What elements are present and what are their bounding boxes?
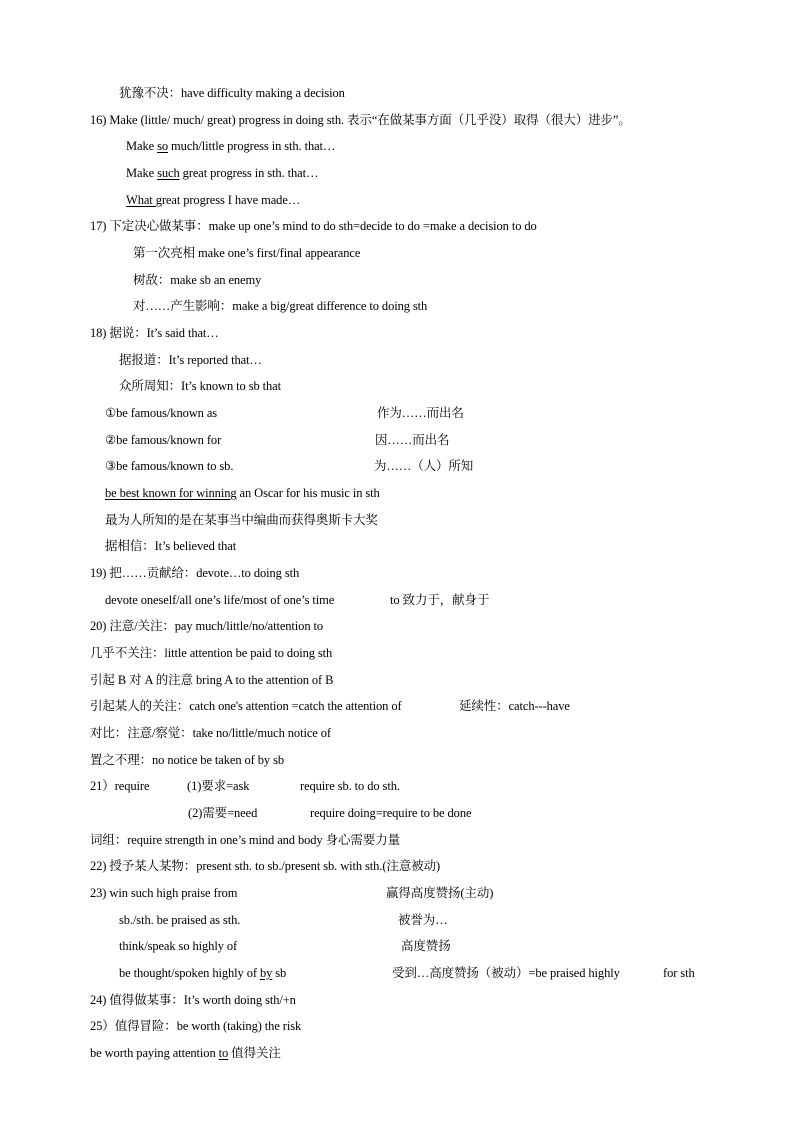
- meaning: 赢得高度赞扬(主动): [386, 886, 494, 900]
- text: an Oscar for his music in sth: [236, 486, 380, 500]
- meaning: 受到…高度赞扬（被动）=be praised highly: [392, 966, 620, 980]
- meaning: 因……而出名: [375, 433, 450, 447]
- phrase: sb./sth. be praised as sth.: [119, 913, 241, 927]
- line-appearance: 第一次亮相 make one’s first/final appearance: [133, 246, 361, 260]
- text: 值得关注: [228, 1046, 281, 1060]
- text: reat progress I have made…: [161, 193, 301, 207]
- line-hesitate: 犹豫不决：have difficulty making a decision: [119, 86, 345, 100]
- example: require sb. to do sth.: [300, 779, 400, 793]
- item-19-heading: 19) 把……贡献给：devote…to doing sth: [90, 566, 300, 580]
- text: be worth paying attention: [90, 1046, 219, 1060]
- line-take-notice: 对比：注意/察觉：take no/little/much notice of: [90, 726, 331, 740]
- line-no-notice: 置之不理：no notice be taken of by sb: [90, 753, 284, 767]
- item-25-heading: 25）值得冒险：be worth (taking) the risk: [90, 1019, 302, 1033]
- text: great progress in sth. that…: [179, 166, 319, 180]
- phrase: ②be famous/known for: [105, 433, 222, 447]
- example: require doing=require to be done: [310, 806, 472, 820]
- item-20-heading: 20) 注意/关注：pay much/little/no/attention to: [90, 619, 324, 633]
- line-bring-attention: 引起 B 对 A 的注意 bring A to the attention of B: [90, 673, 334, 687]
- text: be thought/spoken highly of: [119, 966, 260, 980]
- note: for sth: [663, 966, 695, 980]
- line-enemy: 树敌：make sb an enemy: [133, 273, 262, 287]
- phrase: [119, 965, 286, 981]
- line-known: 众所周知：It’s known to sb that: [119, 379, 281, 393]
- underlined-text: by: [259, 966, 273, 980]
- meaning: 被誉为…: [398, 913, 448, 927]
- meaning: 为……（人）所知: [374, 459, 474, 473]
- text: Make: [126, 139, 158, 153]
- phrase: ①be famous/known as: [105, 406, 218, 420]
- meaning: 作为……而出名: [377, 406, 464, 420]
- item-17-heading: 17) 下定决心做某事：make up one’s mind to do sth=decide to do =make a decision to do: [90, 219, 537, 233]
- sense: (2)需要=need: [188, 806, 258, 820]
- phrase: devote oneself/all one’s life/most of one’s time: [105, 593, 335, 607]
- line-oscar-translation: 最为人所知的是在某事当中编曲而获得奥斯卡大奖: [105, 513, 378, 527]
- underlined-text: be best known for winning: [105, 486, 237, 500]
- line-reported: 据报道：It’s reported that…: [119, 353, 262, 367]
- underlined-text: to: [218, 1046, 229, 1060]
- item-24-heading: 24) 值得做某事：It’s worth doing sth/+n: [90, 993, 296, 1007]
- line-make-such: [126, 165, 318, 181]
- line-best-known: [105, 485, 380, 501]
- text: Make: [126, 166, 158, 180]
- note: 延续性：catch---have: [459, 699, 570, 713]
- meaning: 高度赞扬: [401, 939, 451, 953]
- sense: (1)要求=ask: [187, 779, 250, 793]
- line-what-great: [126, 192, 300, 208]
- underlined-text: such: [157, 166, 180, 180]
- phrase: 23) win such high praise from: [90, 886, 238, 900]
- text: much/little progress in sth. that…: [168, 139, 336, 153]
- underlined-text: What g: [126, 193, 162, 207]
- phrase: 引起某人的关注：catch one's attention =catch the attention of: [90, 699, 402, 713]
- line-require-strength: 词组：require strength in one’s mind and body 身心需要力量: [90, 833, 400, 847]
- line-believed: 据相信：It’s believed that: [105, 539, 237, 553]
- line-difference: 对……产生影响：make a big/great difference to doing sth: [133, 299, 428, 313]
- line-make-so: [126, 138, 335, 154]
- line-little-attention: 几乎不关注：little attention be paid to doing sth: [90, 646, 333, 660]
- phrase: ③be famous/known to sb.: [105, 459, 234, 473]
- item-22-heading: 22) 授予某人某物：present sth. to sb./present sb. with sth.(注意被动): [90, 859, 441, 873]
- line-worth-paying-attention: [90, 1045, 281, 1061]
- meaning: to 致力于，献身于: [390, 593, 490, 607]
- text: sb: [272, 966, 287, 980]
- phrase: think/speak so highly of: [119, 939, 238, 953]
- item-18-heading: 18) 据说：It’s said that…: [90, 326, 219, 340]
- underlined-text: so: [157, 139, 169, 153]
- item-16-heading: 16) Make (little/ much/ great) progress in doing sth. 表示“在做某事方面（几乎没）取得（很大）进步”。: [90, 113, 631, 127]
- label: 21）require: [90, 779, 150, 793]
